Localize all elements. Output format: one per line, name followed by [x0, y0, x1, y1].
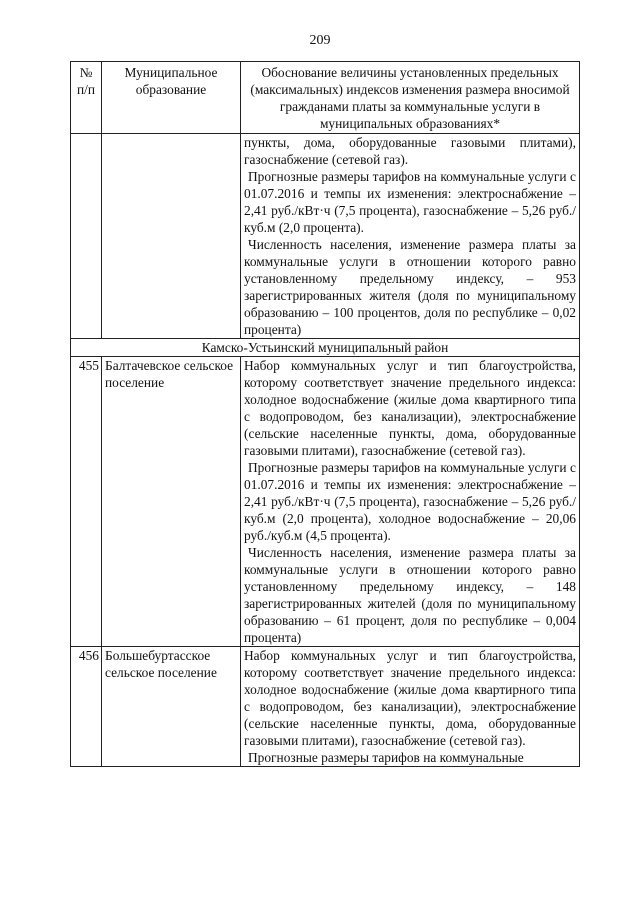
row-num: 455	[71, 357, 102, 647]
table-row	[71, 647, 580, 767]
row-justification	[241, 134, 580, 339]
justification-paragraph: Численность населения, изменение размера платы за коммунальные услуги в отношении которого равно установленному предельному индексу, – 953 зарегистрированных жителя (доля по муниципальному образованию – 100 процентов, доля по республике – 0,02 процента)	[244, 237, 576, 337]
row-justification	[241, 647, 580, 767]
justification-paragraph: Численность населения, изменение размера платы за коммунальные услуги в отношении которого равно установленному предельному индексу, – 148 зарегистрированных жителей (доля по муниципальному образованию – 61 процент, доля по республике – 0,004 процента)	[244, 545, 576, 645]
justification-paragraph: пункты, дома, оборудованные газовыми плитами), газоснабжение (сетевой газ).	[244, 135, 576, 167]
justification-paragraph: Набор коммунальных услуг и тип благоустройства, которому соответствует значение предельного индекса: холодное водоснабжение (жилые дома квартирного типа с водопроводом, без канализации), электроснабжение (сельские населенные пункты, дома, оборудованные газовыми плитами), газоснабжение (сетевой газ).	[244, 358, 576, 458]
page-number: 209	[309, 33, 331, 48]
table-row	[71, 357, 580, 647]
row-num	[71, 134, 102, 339]
row-justification	[241, 357, 580, 647]
district-name: Камско-Устьинский муниципальный район	[71, 339, 580, 357]
tariff-table	[70, 61, 580, 767]
row-num: 456	[71, 647, 102, 767]
header-municipality: Муниципальное образование	[102, 62, 241, 134]
row-municipality	[102, 134, 241, 339]
header-justification: Обоснование величины установленных предельных (максимальных) индексов изменения размера вносимой гражданами платы за коммунальные услуги в муниципальных образованиях*	[241, 62, 580, 134]
table-header-row	[71, 62, 580, 134]
justification-paragraph: Набор коммунальных услуг и тип благоустройства, которому соответствует значение предельного индекса: холодное водоснабжение (жилые дома квартирного типа с водопроводом, без канализации), электроснабжение (сельские населенные пункты, дома, оборудованные газовыми плитами), газоснабжение (сетевой газ).	[244, 648, 576, 748]
table-row	[71, 134, 580, 339]
header-num: № п/п	[71, 62, 102, 134]
row-municipality: Балтачевское сельское поселение	[102, 357, 241, 647]
row-municipality: Большебуртасское сельское поселение	[102, 647, 241, 767]
district-row	[71, 339, 580, 357]
justification-paragraph: Прогнозные размеры тарифов на коммунальные услуги с 01.07.2016 и темпы их изменения: электроснабжение – 2,41 руб./кВт·ч (7,5 процента), газоснабжение – 5,26 руб./куб.м (2,0 процента).	[244, 169, 576, 235]
justification-paragraph: Прогнозные размеры тарифов на коммунальные услуги с 01.07.2016 и темпы их изменения: электроснабжение – 2,41 руб./кВт·ч (7,5 процента), газоснабжение – 5,26 руб./куб.м (2,0 процента), холодное водоснабжение – 20,06 руб./куб.м (4,5 процента).	[244, 460, 576, 543]
justification-paragraph: Прогнозные размеры тарифов на коммунальные	[248, 750, 524, 765]
